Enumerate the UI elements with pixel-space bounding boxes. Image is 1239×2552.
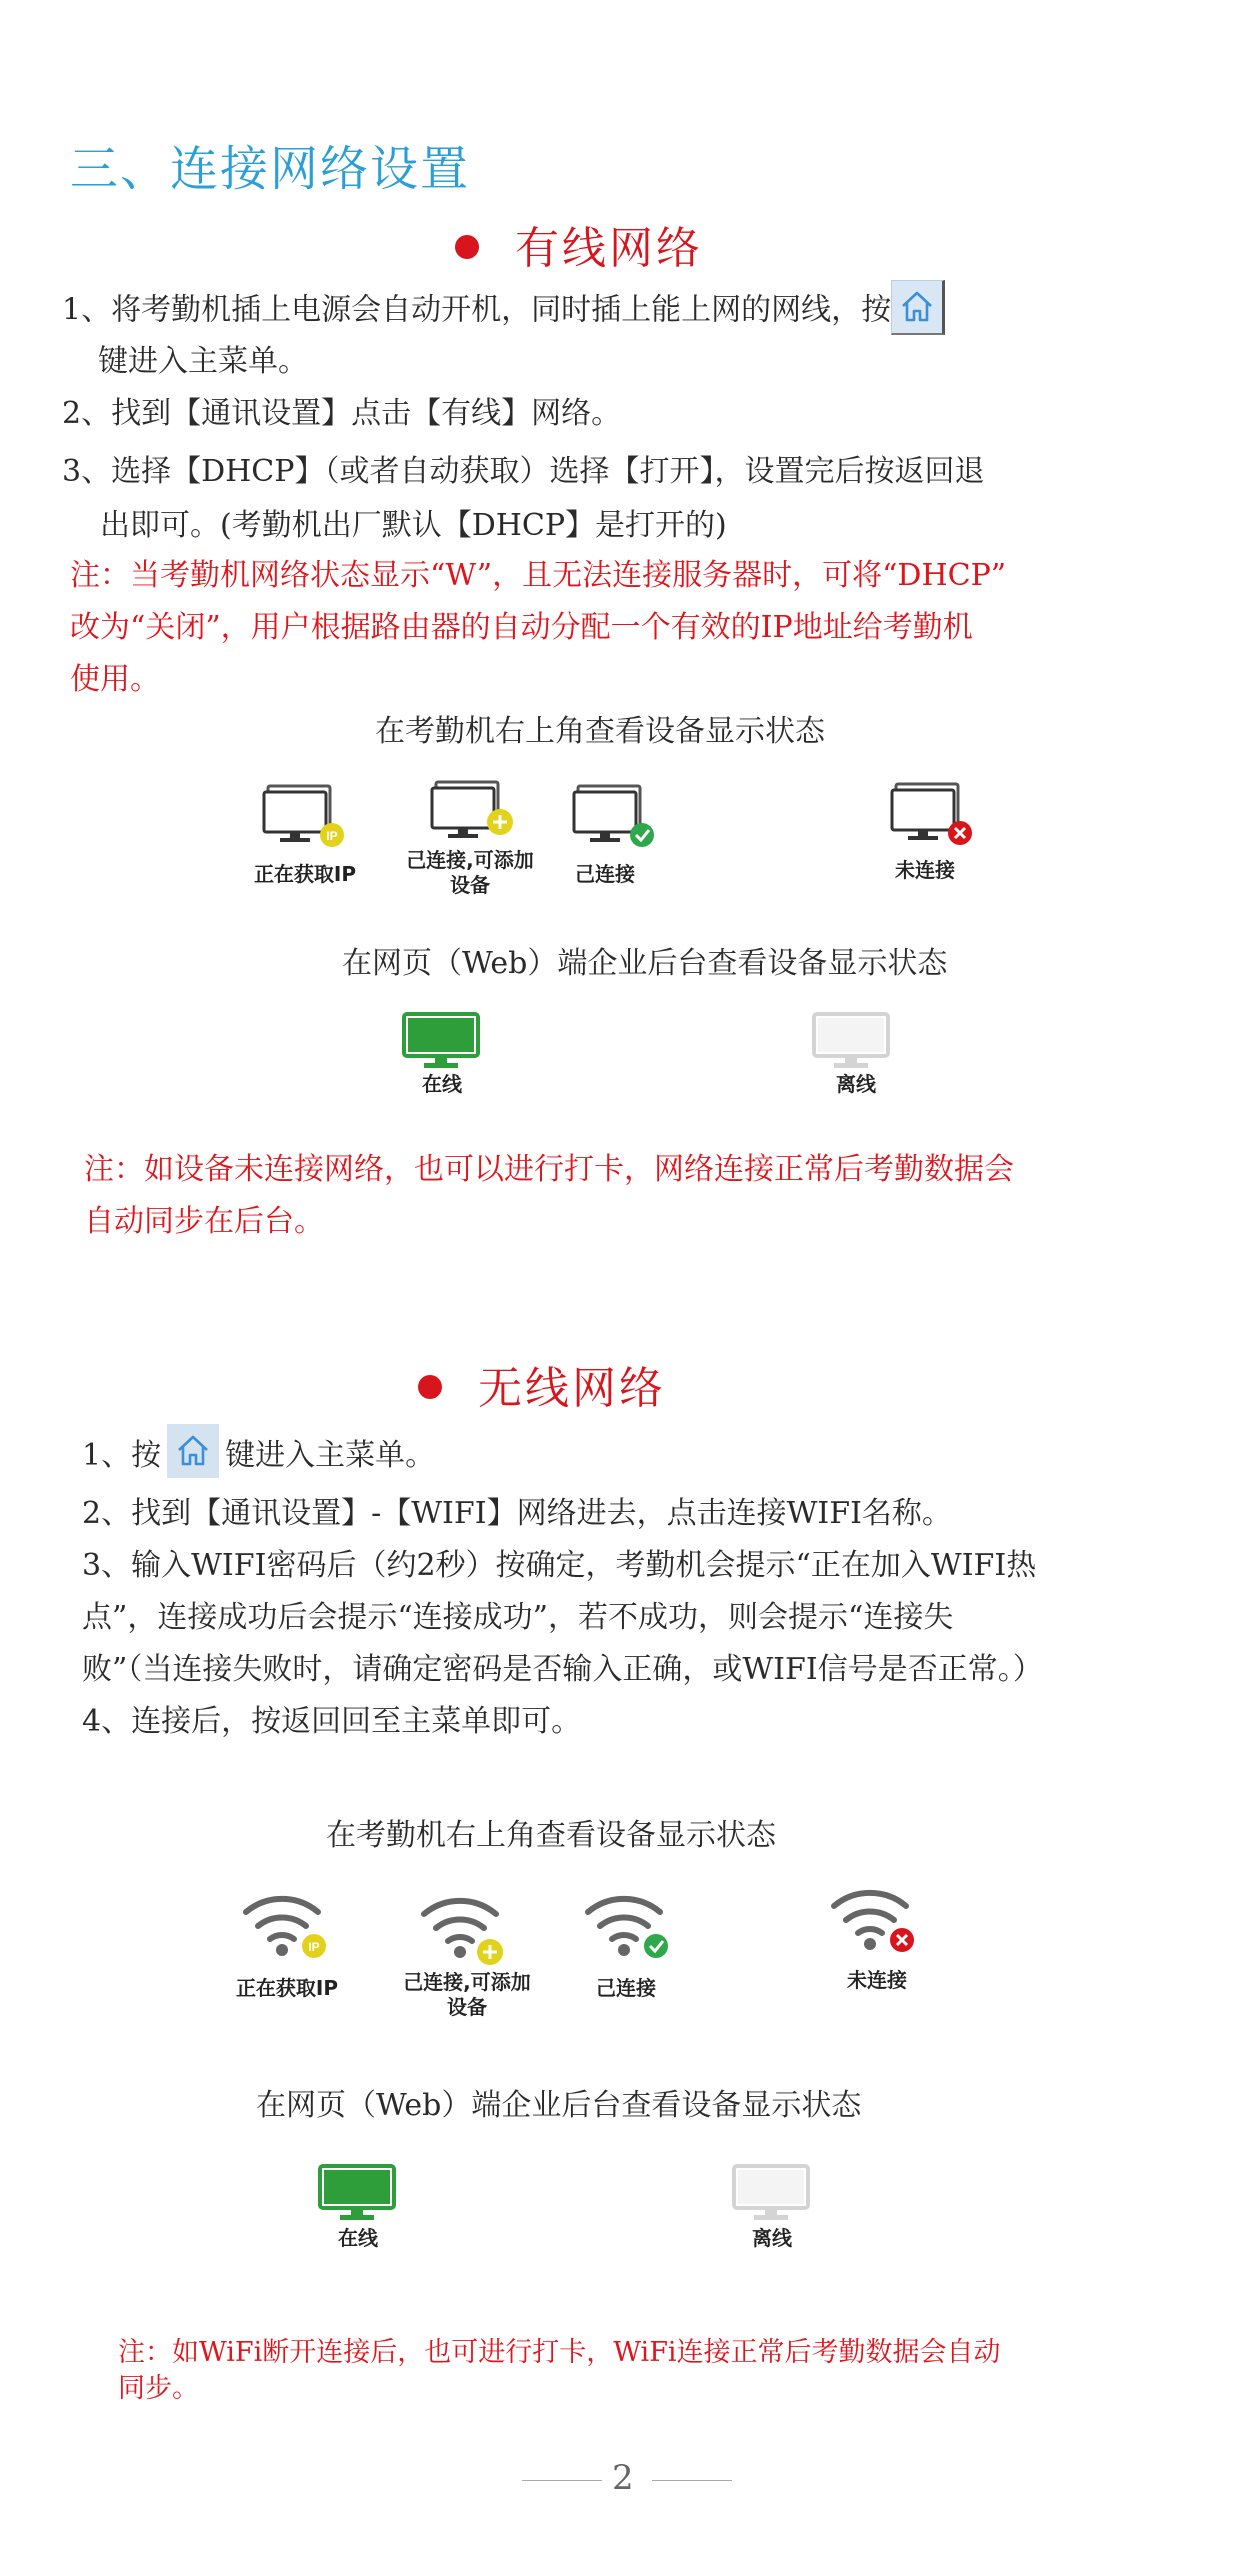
wired-note-line2: 改为“关闭”，用户根据路由器的自动分配一个有效的IP地址给考勤机 (70, 610, 973, 645)
monitor-x-icon (890, 780, 980, 854)
wired-note2-line2: 自动同步在后台。 (84, 1204, 324, 1239)
wired-note-line1: 注：当考勤机网络状态显示“W”，且无法连接服务器时，可将“DHCP” (70, 558, 1007, 593)
status-label: 己连接,可添加设备 (403, 1970, 531, 2019)
wired-heading (455, 212, 703, 276)
wireless-step3-line2: 点”，连接成功后会提示“连接成功”，若不成功，则会提示“连接失 (82, 1600, 954, 1635)
wireless-step1-text-b: 键进入主菜单。 (225, 1438, 436, 1473)
wireless-step1-text-a: 1、按 (82, 1438, 162, 1473)
wireless-device-caption: 在考勤机右上角查看设备显示状态 (326, 1818, 776, 1853)
wireless-heading (418, 1352, 666, 1416)
status-label: 己连接,可添加设备 (406, 848, 534, 897)
wifi-x-icon (828, 1884, 928, 1960)
wifi-plus-icon (418, 1892, 518, 1972)
bullet-dot (455, 235, 479, 259)
wired-heading-text: 有线网络 (515, 223, 703, 274)
wifi-ip-icon (240, 1890, 340, 1966)
wired-step2: 2、找到【通讯设置】点击【有线】网络。 (62, 396, 622, 431)
svg-text:IP: IP (326, 829, 338, 843)
wireless-step3-line3: 败”（当连接失败时，请确定密码是否输入正确，或WIFI信号是否正常。） (82, 1652, 1043, 1687)
monitor-ip-icon (262, 782, 352, 856)
wired-note2-line1: 注：如设备未连接网络，也可以进行打卡，网络连接正常后考勤数据会 (84, 1152, 1014, 1187)
online-monitor-icon (402, 1012, 482, 1074)
status-label: 己连接 (575, 862, 635, 886)
status-label: 正在获取IP (253, 862, 357, 886)
web-status-label: 离线 (752, 2226, 792, 2250)
status-label: 己连接 (596, 1976, 656, 2000)
online-monitor-icon (318, 2164, 398, 2226)
wired-note-line3: 使用。 (70, 662, 160, 697)
home-key-icon (891, 280, 945, 335)
wireless-step2: 2、找到【通讯设置】-【WIFI】网络进去，点击连接WIFI名称。 (82, 1496, 952, 1531)
wired-step1-text: 1、将考勤机插上电源会自动开机，同时插上能上网的网线，按 (62, 292, 892, 328)
wireless-note-line1: 注：如WiFi断开连接后，也可进行打卡，WiFi连接正常后考勤数据会自动 (118, 2337, 1001, 2368)
wireless-heading-text: 无线网络 (478, 1363, 666, 1414)
wifi-check-icon (582, 1890, 682, 1966)
web-status-label: 离线 (836, 1072, 876, 1096)
wireless-step4: 4、连接后，按返回回至主菜单即可。 (82, 1704, 582, 1739)
status-label: 未连接 (895, 858, 955, 882)
monitor-plus-icon (430, 778, 520, 852)
page-number: 2 (612, 2458, 634, 2498)
wired-step3-line1: 3、选择【DHCP】（或者自动获取）选择【打开】，设置完后按返回退 (62, 454, 985, 489)
offline-monitor-icon (812, 1012, 892, 1074)
web-status-label: 在线 (422, 1072, 462, 1096)
bullet-dot (418, 1375, 442, 1399)
wired-step3-line2: 出即可。(考勤机出厂默认【DHCP】是打开的) (100, 508, 727, 543)
monitor-check-icon (572, 782, 662, 856)
page-title: 三、连接网络设置 (70, 141, 471, 197)
status-label: 正在获取IP (235, 1976, 339, 2000)
wireless-step3-line1: 3、输入WIFI密码后（约2秒）按确定，考勤机会提示“正在加入WIFI热 (82, 1548, 1037, 1583)
svg-text:IP: IP (308, 1940, 320, 1954)
wired-web-caption: 在网页（Web）端企业后台查看设备显示状态 (342, 946, 948, 981)
page-number-rule-right (652, 2480, 732, 2481)
page-number-rule-left (522, 2480, 602, 2481)
status-label: 未连接 (847, 1968, 907, 1992)
wireless-web-caption: 在网页（Web）端企业后台查看设备显示状态 (256, 2088, 862, 2123)
wireless-step1 (82, 1430, 435, 1484)
wireless-note-line2: 同步。 (118, 2373, 199, 2404)
offline-monitor-icon (732, 2164, 812, 2226)
web-status-label: 在线 (338, 2226, 378, 2250)
wired-device-caption: 在考勤机右上角查看设备显示状态 (375, 714, 825, 749)
home-key-icon (167, 1424, 219, 1478)
wired-step1-line1 (62, 284, 945, 339)
wired-step1-line2: 键进入主菜单。 (98, 344, 308, 379)
